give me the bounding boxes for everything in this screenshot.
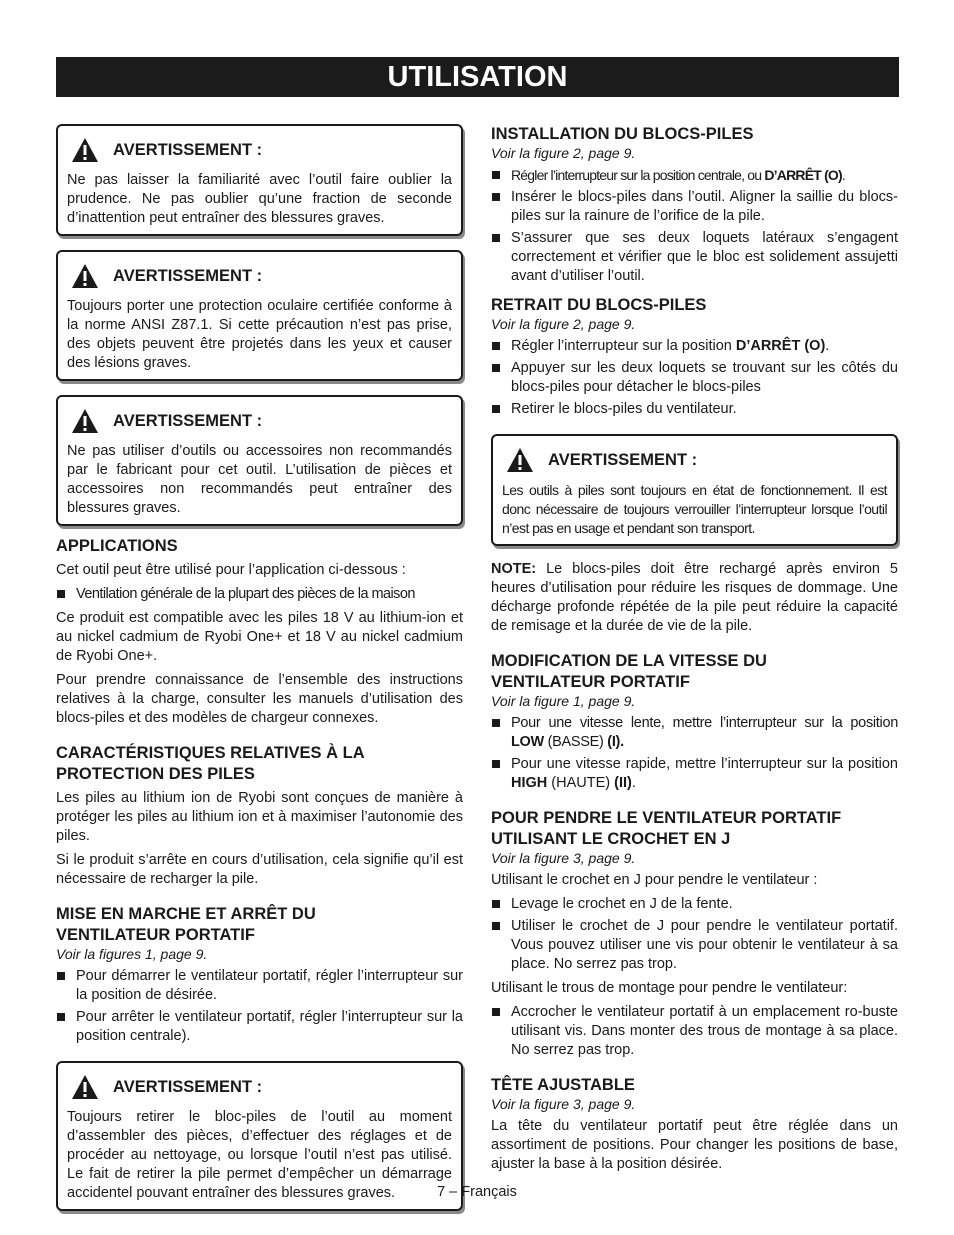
warning-text: Toujours retirer le bloc-piles de l’outil au moment d’assembler des pièces, d’effectuer des réglages et de procéder au nettoyage, ou lorsque l’outil n’est pas utilisé. Le fait de retirer la pile permet d’empêcher un démarrage accidentel pouvant entraîner des blessures graves. [67,1109,452,1201]
warning-title: AVERTISSEMENT : [113,411,263,430]
protection-paragraph: Si le produit s’arrête en cours d’utilisation, cela signifie qu’il est nécessaire de recharger la pile. [56,852,463,887]
crochet-list [491,895,898,974]
figure-reference: Voir la figure 3, page 9. [491,1096,636,1112]
warning-title: AVERTISSEMENT : [113,140,263,159]
warning-text: Ne pas laisser la familiarité avec l’outil faire oublier la prudence. Ne pas oublier qu’une fraction de seconde d’inattention peut entraîner des blessures graves. [67,172,452,226]
warning-triangle-icon [506,447,534,473]
list-item: Retirer le blocs-piles du ventilateur. [491,400,898,419]
warning-box [56,124,463,236]
right-column [491,124,898,1179]
list-item: Pour arrêter le ventilateur portatif, régler l’interrupteur sur la position centrale). [56,1008,463,1046]
page-title: UTILISATION [56,57,899,97]
applications-paragraph: Ce produit est compatible avec les piles 18 V au lithium-ion et au nickel cadmium de Ryobi One+ et 18 V au nickel cadmium de Ryobi One+. [56,610,463,664]
left-column [56,124,463,1225]
section-heading-protection: CARACTÉRISTIQUES RELATIVES À LA PROTECTION DES PILES [56,744,365,783]
applications-list [56,585,463,604]
section-heading-crochet: POUR PENDRE LE VENTILATEUR PORTATIF UTILISANT LE CROCHET EN J [491,809,842,848]
section-heading-retrait: RETRAIT DU BLOCS-PILES [491,296,707,314]
warning-text: Toujours porter une protection oculaire certifiée conforme à la norme ANSI Z87.1. Si cette précaution n’est pas prise, des objets peuvent être projetés dans les yeux et causer des lésions graves. [67,298,452,371]
list-item: Pour une vitesse rapide, mettre l’interrupteur sur la position HIGH (HAUTE) (II). [491,755,898,793]
mise-en-marche-list [56,967,463,1046]
list-item: Régler l’interrupteur sur la position D’ARRÊT (O). [491,337,898,356]
figure-reference: Voir la figure 2, page 9. [491,316,636,332]
warning-box [491,434,898,546]
figure-reference: Voir la figures 1, page 9. [56,946,208,962]
figure-reference: Voir la figure 3, page 9. [491,850,636,866]
list-item: Ventilation générale de la plupart des pièces de la maison [56,585,463,604]
list-item: Insérer le blocs-piles dans l’outil. Aligner la saillie du blocs-piles sur la rainure de l’orifice de la pile. [491,188,898,226]
warning-triangle-icon [71,1074,99,1100]
applications-paragraph: Pour prendre connaissance de l’ensemble des instructions relatives à la charge, consulter les manuels d’utilisation des blocs-piles et des modèles de chargeur connexes. [56,672,463,726]
list-item: Appuyer sur les deux loquets se trouvant sur les côtés du blocs-piles pour détacher le blocs-piles [491,359,898,397]
warning-triangle-icon [71,408,99,434]
warning-title: AVERTISSEMENT : [548,450,698,469]
warning-text: Les outils à piles sont toujours en état de fonctionnement. Il est donc nécessaire de toujours verrouiller l’interrupteur lorsque l’outil n’est pas en usage et pendant son transport. [502,482,887,536]
warning-title: AVERTISSEMENT : [113,266,263,285]
section-heading-vitesse: MODIFICATION DE LA VITESSE DU VENTILATEUR PORTATIF [491,652,767,691]
section-heading-mise-en-marche: MISE EN MARCHE ET ARRÊT DU VENTILATEUR PORTATIF [56,905,316,944]
retrait-list [491,337,898,419]
note-paragraph: NOTE: Le blocs-piles doit être rechargé après environ 5 heures d’utilisation pour réduire les risques de dommage. Une décharge profonde répétée de la pile peut réduire la capacité de remisage et la durée de vie de la pile. [491,561,898,634]
warning-triangle-icon [71,263,99,289]
warning-title: AVERTISSEMENT : [113,1077,263,1096]
section-heading-applications: APPLICATIONS [56,537,178,555]
crochet-list [491,1003,898,1060]
figure-reference: Voir la figure 2, page 9. [491,145,636,161]
section-heading-installation: INSTALLATION DU BLOCS-PILES [491,125,754,143]
installation-list [491,166,898,286]
warning-text: Ne pas utiliser d’outils ou accessoires non recommandés par le fabricant pour cet outil. L’utilisation de pièces et accessoires non recommandés peut entraîner des blessures graves. [67,443,452,516]
crochet-intro: Utilisant le trous de montage pour pendre le ventilateur: [491,980,848,996]
list-item: S’assurer que ses deux loquets latéraux s’engagent correctement et vérifier que le bloc est solidement assujetti avant d’utiliser l’outil. [491,229,898,286]
figure-reference: Voir la figure 1, page 9. [491,693,636,709]
list-item: Pour une vitesse lente, mettre l’interrupteur sur la position LOW (BASSE) (I). [491,714,898,752]
vitesse-list [491,714,898,793]
protection-paragraph: Les piles au lithium ion de Ryobi sont conçues de manière à protéger les piles au lithium ion et à maximiser l’autonomie des piles. [56,790,463,844]
applications-intro: Cet outil peut être utilisé pour l’application ci-dessous : [56,562,406,578]
warning-triangle-icon [71,137,99,163]
warning-box [56,250,463,381]
list-item: Utiliser le crochet de J pour pendre le ventilateur portatif. Vous pouvez utiliser une vis pour obtenir le ventilateur à sa place. No serrez pas trop. [491,917,898,974]
warning-box [56,395,463,526]
list-item: Accrocher le ventilateur portatif à un emplacement ro-buste utilisant vis. Dans monter des trous de montage à sa place. No serrez pas trop. [491,1003,898,1060]
list-item: Régler l’interrupteur sur la position centrale, ou D’ARRÊT (O). [491,166,898,185]
crochet-intro: Utilisant le crochet en J pour pendre le ventilateur : [491,872,818,888]
list-item: Levage le crochet en J de la fente. [491,895,898,914]
tete-paragraph: La tête du ventilateur portatif peut être réglée dans un assortiment de positions. Pour changer les positions de base, ajuster la base à la position désirée. [491,1118,898,1172]
list-item: Pour démarrer le ventilateur portatif, régler l’interrupteur sur la position de désirée. [56,967,463,1005]
page-footer: 7 – Français [437,1184,517,1200]
section-heading-tete: TÊTE AJUSTABLE [491,1076,635,1094]
